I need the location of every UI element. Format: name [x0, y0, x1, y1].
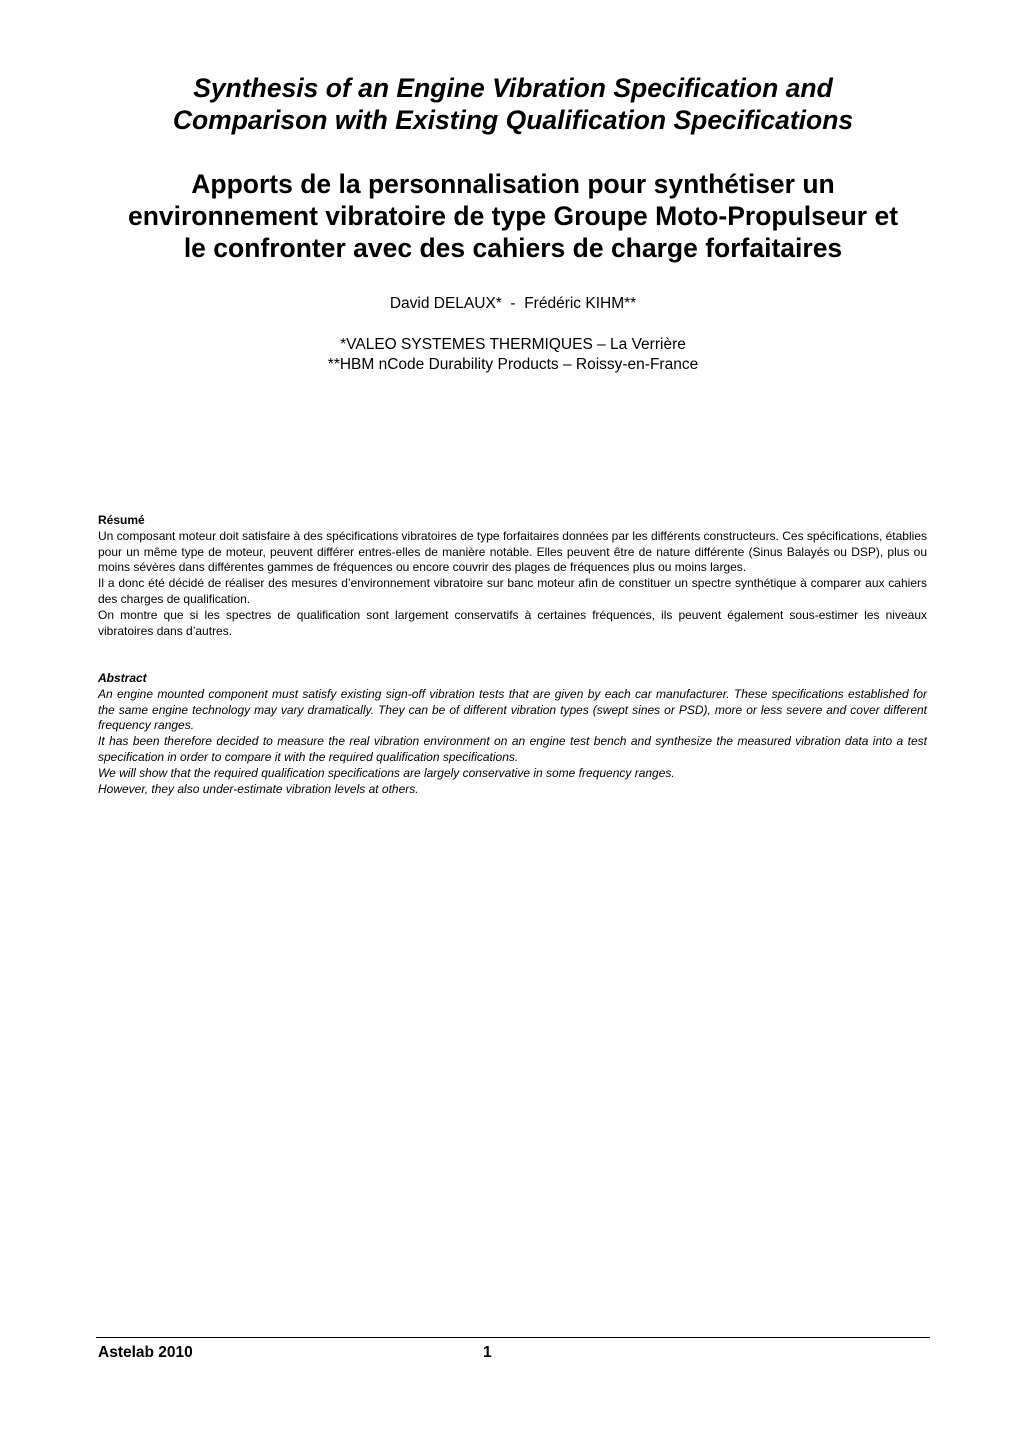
affiliations — [96, 335, 930, 375]
resume-paragraph: Un composant moteur doit satisfaire à des spécifications vibratoires de type forfaitaires données par les différents constructeurs. Ces spécifications, établies pour un même type de moteur, peuvent différer entres-elles de manière notable. Elles peuvent être de nature différente (Sinus Balayés ou DSP), plus ou moins sévères dans différentes gammes de fréquences ou encore couvrir des plages de fréquences plus ou moins larges. — [98, 528, 927, 575]
abstract-paragraph: We will show that the required qualification specifications are largely conservative in some frequency ranges. — [98, 765, 675, 780]
title-french-line-2: environnement vibratoire de type Groupe Moto-Propulseur et — [127, 201, 899, 231]
resume-heading: Résumé — [98, 513, 145, 527]
affiliation-valeo: *VALEO SYSTEMES THERMIQUES – La Verrière — [340, 336, 686, 353]
title-english-line-2: Comparison with Existing Qualification Specifications — [172, 105, 854, 135]
affiliation-hbm: **HBM nCode Durability Products – Roissy-en-France — [327, 356, 699, 373]
title-french-line-1: Apports de la personnalisation pour synthétiser un — [191, 169, 835, 199]
title-english-line-1: Synthesis of an Engine Vibration Specification and — [193, 73, 833, 103]
resume-section — [98, 513, 927, 639]
authors: David DELAUX* - Frédéric KIHM** — [389, 295, 637, 312]
resume-paragraph: On montre que si les spectres de qualification sont largement conservatifs à certaines fréquences, ils peuvent également sous-estimer les niveaux vibratoires dans d’autres. — [98, 607, 927, 638]
abstract-paragraph: It has been therefore decided to measure the real vibration environment on an engine test bench and synthesize the measured vibration data into a test specification in order to compare it with the required qualification specifications. — [98, 734, 927, 764]
abstract-section — [98, 671, 927, 797]
abstract-heading: Abstract — [98, 671, 147, 685]
footer-conference: Astelab 2010 — [98, 1344, 193, 1361]
title-english — [96, 72, 930, 136]
page-number: 1 — [483, 1344, 492, 1361]
footer-divider — [96, 1337, 930, 1338]
title-french — [96, 168, 930, 264]
abstract-paragraph: An engine mounted component must satisfy existing sign-off vibration tests that are given by each car manufacturer. These specifications established for the same engine technology may vary dramatically. They can be of different vibration types (swept sines or PSD), more or less severe and cover different frequency ranges. — [98, 686, 927, 733]
resume-paragraph: Il a donc été décidé de réaliser des mesures d’environnement vibratoire sur banc moteur afin de constituer un spectre synthétique à comparer aux cahiers des charges de qualification. — [98, 576, 927, 606]
title-french-line-3: le confronter avec des cahiers de charge forfaitaires — [183, 233, 843, 263]
abstract-paragraph: However, they also under-estimate vibration levels at others. — [98, 781, 419, 796]
